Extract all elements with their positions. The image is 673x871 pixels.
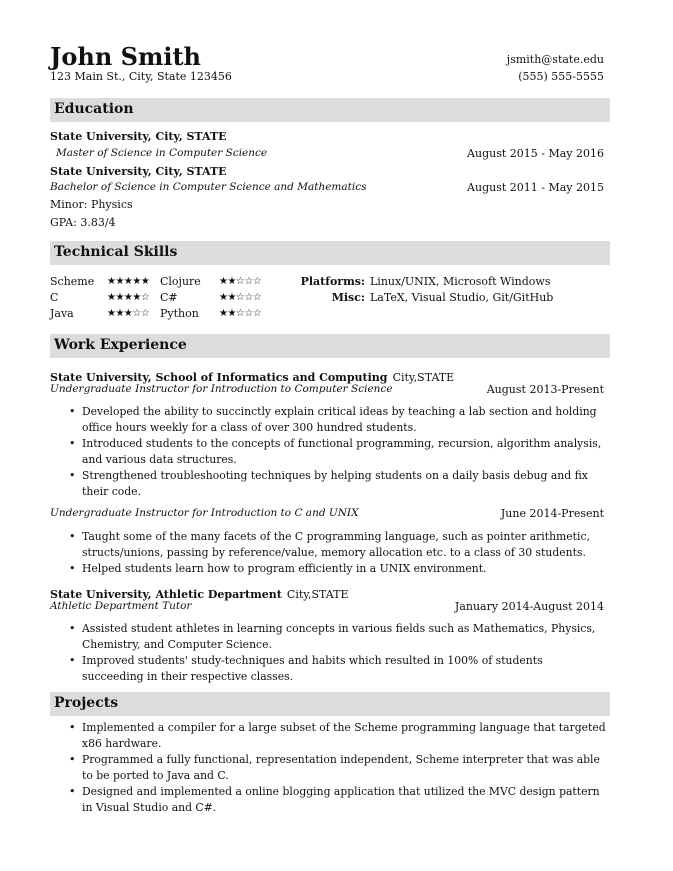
section-title: Work Experience bbox=[54, 337, 187, 353]
skill-rating: ★★☆☆☆ bbox=[219, 292, 262, 303]
skill-language: Python bbox=[160, 307, 199, 320]
degree-dates: August 2011 - May 2015 bbox=[467, 181, 604, 194]
section-title: Technical Skills bbox=[54, 244, 178, 260]
job-bullets bbox=[66, 404, 606, 500]
list-item: • Strengthened troubleshooting techniques by helping students on a daily basis debug and fix their code. bbox=[66, 468, 606, 500]
misc-value: LaTeX, Visual Studio, Git/GitHub bbox=[370, 291, 554, 304]
list-item: • Developed the ability to succinctly explain critical ideas by teaching a lab section and holding office hours weekly for a class of over 300 hundred students. bbox=[66, 404, 606, 436]
section-title: Education bbox=[54, 101, 134, 117]
section-title: Projects bbox=[54, 695, 119, 711]
minor: Minor: Physics bbox=[50, 198, 133, 211]
skill-rating: ★★★★★ bbox=[107, 276, 150, 287]
school-name: State University, City, STATE bbox=[50, 130, 227, 143]
job-dates: January 2014-August 2014 bbox=[454, 600, 604, 613]
list-item: • Introduced students to the concepts of functional programming, recursion, algorithm analysis, and various data structures. bbox=[66, 436, 606, 468]
employer-location: City,STATE bbox=[392, 371, 455, 384]
skill-language: Clojure bbox=[160, 275, 201, 288]
skill-language: Java bbox=[50, 307, 74, 320]
employer-location: City,STATE bbox=[286, 588, 349, 601]
list-item: • Implemented a compiler for a large subset of the Scheme programming language that targeted x86 hardware. bbox=[66, 720, 606, 752]
skill-rating: ★★☆☆☆ bbox=[219, 276, 262, 287]
phone-number: (555) 555-5555 bbox=[518, 70, 604, 83]
job-title: Undergraduate Instructor for Introduction to C and UNIX bbox=[50, 507, 359, 519]
skill-rating: ★★☆☆☆ bbox=[219, 308, 262, 319]
candidate-name: John Smith bbox=[50, 42, 201, 71]
degree: Bachelor of Science in Computer Science and Mathematics bbox=[50, 181, 367, 193]
street-address: 123 Main St., City, State 123456 bbox=[50, 70, 232, 83]
gpa: GPA: 3.83/4 bbox=[50, 216, 116, 229]
email-address: jsmith@state.edu bbox=[506, 53, 604, 66]
job-title: Athletic Department Tutor bbox=[50, 600, 192, 612]
school-name: State University, City, STATE bbox=[50, 165, 227, 178]
platforms-label: Platforms: bbox=[300, 275, 365, 288]
skill-rating: ★★★☆☆ bbox=[107, 308, 150, 319]
skill-rating: ★★★★☆ bbox=[107, 292, 150, 303]
list-item: • Taught some of the many facets of the C programming language, such as pointer arithmetic, structs/unions, passing by reference/value, memory allocation etc. to a class of 30 students. bbox=[66, 529, 606, 561]
employer-name: State University, School of Informatics and Computing bbox=[50, 371, 388, 384]
job-title: Undergraduate Instructor for Introduction to Computer Science bbox=[50, 383, 393, 395]
section-skills bbox=[50, 241, 610, 265]
job-bullets bbox=[66, 621, 606, 685]
skill-language: C bbox=[50, 291, 59, 304]
project-bullets bbox=[66, 720, 606, 816]
job-dates: June 2014-Present bbox=[500, 507, 604, 520]
list-item: • Assisted student athletes in learning concepts in various fields such as Mathematics, Physics, Chemistry, and Computer Science. bbox=[66, 621, 606, 653]
skill-language: C# bbox=[160, 291, 178, 304]
list-item: • Helped students learn how to program efficiently in a UNIX environment. bbox=[66, 561, 606, 577]
misc-label: Misc: bbox=[331, 291, 365, 304]
degree-dates: August 2015 - May 2016 bbox=[467, 147, 604, 160]
list-item: • Designed and implemented a online blogging application that utilized the MVC design pattern in Visual Studio and C#. bbox=[66, 784, 606, 816]
list-item: • Improved students' study-techniques and habits which resulted in 100% of students succeeding in their respective classes. bbox=[66, 653, 606, 685]
job-dates: August 2013-Present bbox=[486, 383, 604, 396]
section-projects bbox=[50, 692, 610, 716]
employer-name: State University, Athletic Department bbox=[50, 588, 282, 601]
skill-language: Scheme bbox=[50, 275, 95, 288]
section-education bbox=[50, 98, 610, 122]
job-bullets bbox=[66, 529, 606, 577]
degree: Master of Science in Computer Science bbox=[56, 147, 268, 159]
section-work bbox=[50, 334, 610, 358]
platforms-value: Linux/UNIX, Microsoft Windows bbox=[370, 275, 551, 288]
list-item: • Programmed a fully functional, representation independent, Scheme interpreter that was able to be ported to Java and C. bbox=[66, 752, 606, 784]
